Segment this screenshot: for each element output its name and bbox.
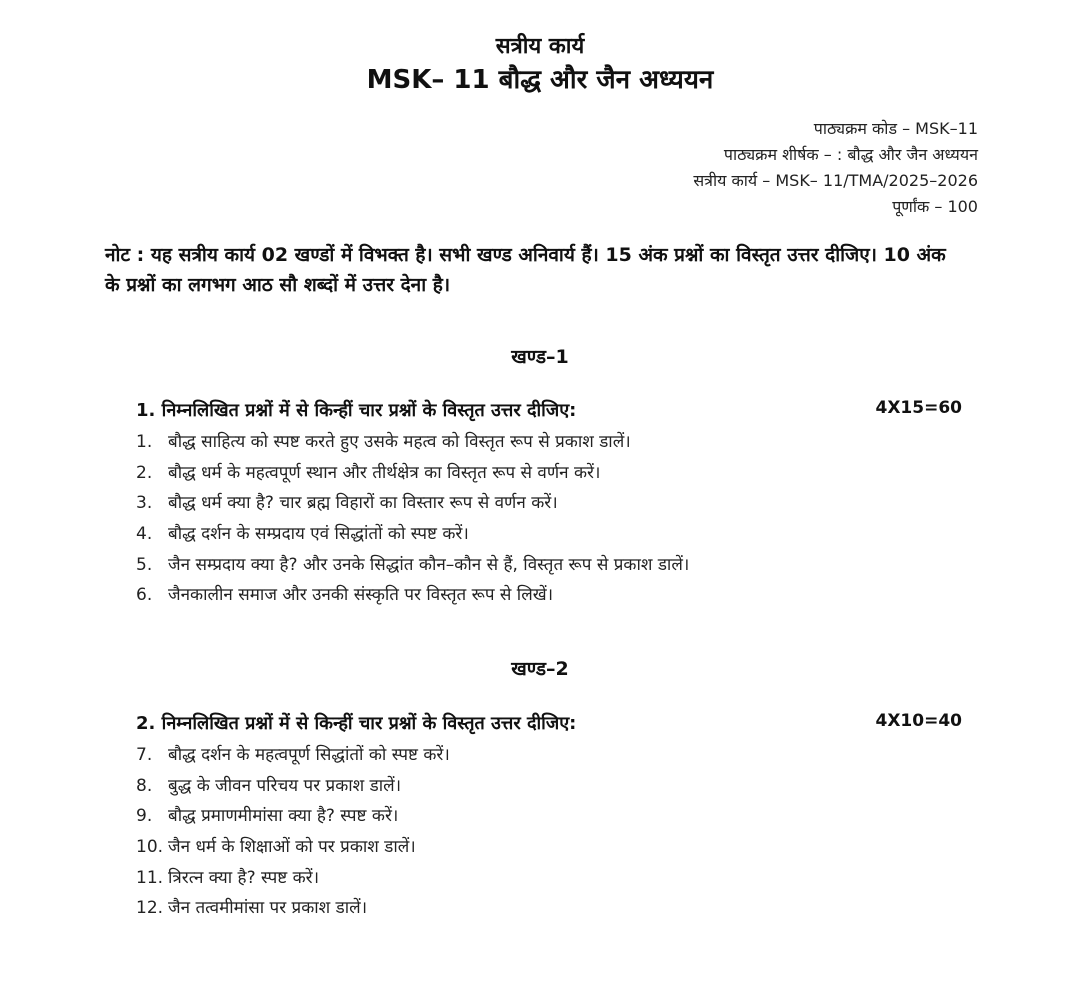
instruction-text: निम्नलिखित प्रश्नों में से किन्हीं चार प्रश्नों के विस्तृत उत्तर दीजिए: — [161, 713, 577, 734]
question-item — [136, 863, 936, 894]
question-item-text: बौद्ध दर्शन के सम्प्रदाय एवं सिद्धांतों को स्पष्ट करें। — [168, 524, 469, 545]
question-item-text: जैन तत्वमीमांसा पर प्रकाश डालें। — [168, 898, 368, 919]
question-item-number: 2. — [136, 462, 153, 483]
course-title-meta: पाठ्यक्रम शीर्षक – : बौद्ध और जैन अध्ययन — [723, 145, 978, 164]
question-item — [136, 458, 936, 489]
question-item-number: 10. — [136, 837, 164, 858]
assignment-code: सत्रीय कार्य – MSK– 11/TMA/2025–2026 — [693, 171, 978, 190]
question-item — [136, 893, 936, 924]
question-item-number: 3. — [136, 493, 153, 514]
section-2-question-list — [136, 740, 936, 924]
question-item-number: 8. — [136, 775, 153, 796]
question-item-text: जैनकालीन समाज और उनकी संस्कृति पर विस्तृत रूप से लिखें। — [168, 585, 554, 606]
question-item — [136, 488, 936, 519]
question-item — [136, 427, 936, 458]
question-item — [136, 519, 936, 550]
marks-distribution: 4X15=60 — [875, 398, 962, 418]
section-1-heading: खण्ड–1 — [511, 346, 569, 368]
full-marks: पूर्णांक – 100 — [892, 197, 978, 216]
question-item-number: 5. — [136, 554, 153, 575]
course-meta-block — [693, 116, 978, 220]
section-1-instruction — [136, 398, 966, 422]
question-item-number: 9. — [136, 806, 153, 827]
question-item-text: बौद्ध धर्म क्या है? चार ब्रह्म विहारों का विस्तार रूप से वर्णन करें। — [168, 493, 558, 514]
question-item-number: 7. — [136, 745, 153, 765]
question-item-text: जैन सम्प्रदाय क्या है? और उनके सिद्धांत कौन–कौन से हैं, विस्तृत रूप से प्रकाश डालें। — [168, 554, 690, 575]
instructions-note: नोट : यह सत्रीय कार्य 02 खण्डों में विभक्त है। सभी खण्ड अनिवार्य हैं। 15 अंक प्रश्नों का विस्तृत उत्तर दीजिए। 10 अंक के प्रश्नों का लगभग आठ सौ शब्दों में उत्तर देना है। — [105, 244, 946, 296]
question-item — [136, 740, 936, 771]
question-item — [136, 771, 936, 802]
question-item-number: 1. — [136, 432, 153, 452]
question-item — [136, 580, 936, 611]
question-item — [136, 550, 936, 581]
question-item-text: बौद्ध धर्म के महत्वपूर्ण स्थान और तीर्थक्षेत्र का विस्तृत रूप से वर्णन करें। — [168, 462, 601, 483]
question-item-text: त्रिरत्न क्या है? स्पष्ट करें। — [168, 867, 320, 888]
question-item-number: 12. — [136, 898, 164, 919]
course-code: पाठ्यक्रम कोड – MSK–11 — [813, 119, 978, 138]
instruction-text: निम्नलिखित प्रश्नों में से किन्हीं चार प्रश्नों के विस्तृत उत्तर दीजिए: — [161, 400, 577, 421]
section-2-instruction — [136, 711, 966, 735]
document-title: सत्रीय कार्य — [495, 34, 585, 59]
question-item-text: बौद्ध साहित्य को स्पष्ट करते हुए उसके महत्व को विस्तृत रूप से प्रकाश डालें। — [168, 432, 631, 452]
question-item-text: बुद्ध के जीवन परिचय पर प्रकाश डालें। — [168, 775, 402, 796]
question-number: 2. — [136, 713, 156, 734]
question-item-text: जैन धर्म के शिक्षाओं को पर प्रकाश डालें। — [168, 837, 416, 858]
question-item-text: बौद्ध प्रमाणमीमांसा क्या है? स्पष्ट करें। — [168, 806, 399, 827]
question-number: 1. — [136, 400, 156, 421]
question-item — [136, 832, 936, 863]
section-2-heading: खण्ड–2 — [511, 658, 569, 680]
marks-distribution: 4X10=40 — [875, 711, 962, 731]
question-item-number: 4. — [136, 524, 153, 545]
course-title-heading: MSK– 11 बौद्ध और जैन अध्ययन — [366, 65, 714, 95]
question-item-number: 11. — [136, 867, 164, 888]
question-item — [136, 801, 936, 832]
section-1-question-list — [136, 427, 936, 611]
question-item-text: बौद्ध दर्शन के महत्वपूर्ण सिद्धांतों को स्पष्ट करें। — [168, 745, 450, 765]
question-item-number: 6. — [136, 585, 153, 606]
